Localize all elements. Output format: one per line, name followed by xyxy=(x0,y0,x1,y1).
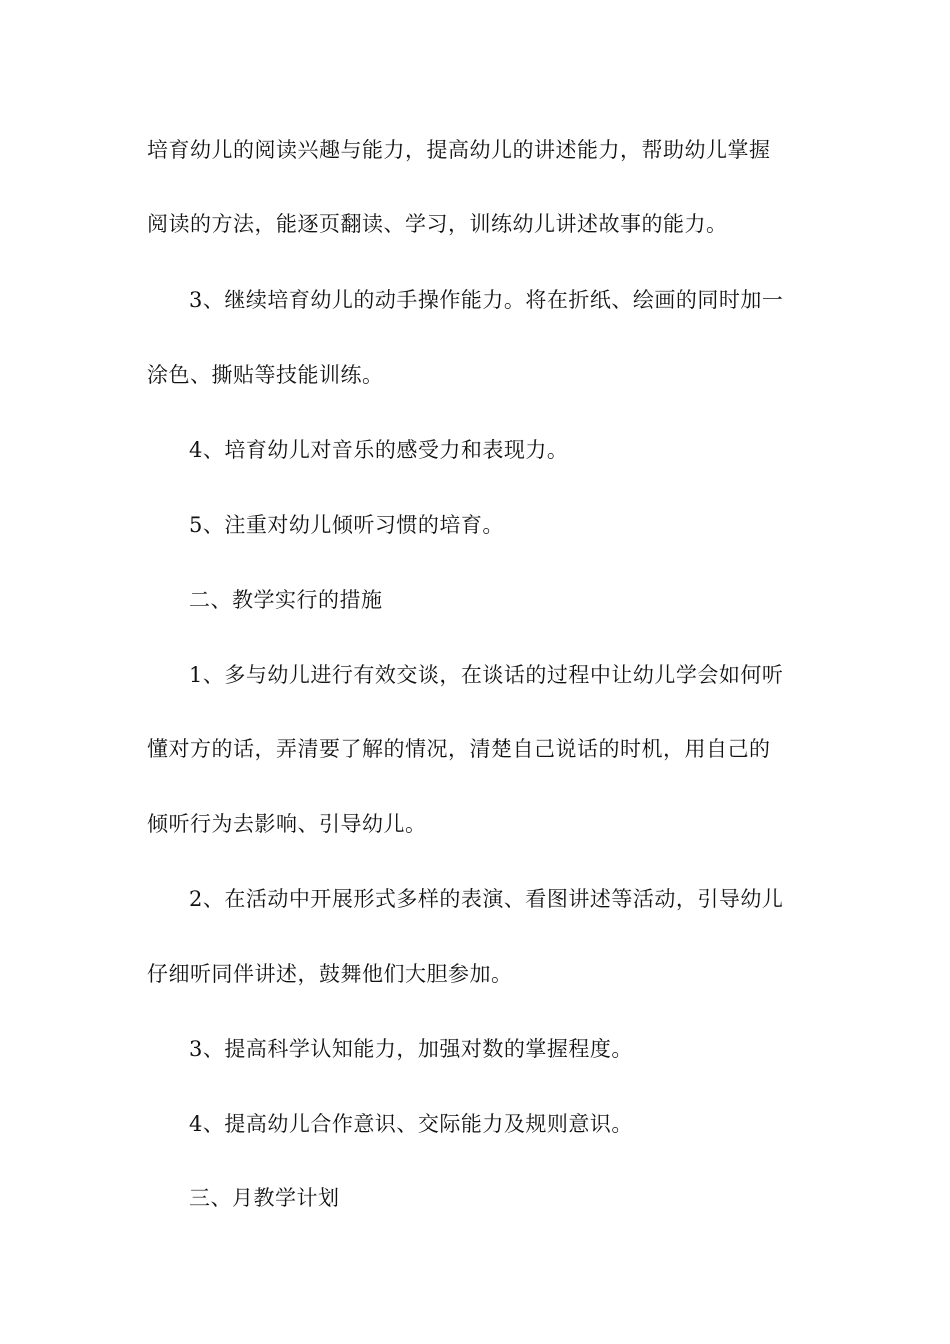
paragraph-line: 3、继续培育幼儿的动手操作能力。将在折纸、绘画的同时加一 xyxy=(189,288,784,312)
paragraph-line: 倾听行为去影响、引导幼儿。 xyxy=(147,812,427,836)
paragraph-line: 1、多与幼儿进行有效交谈，在谈话的过程中让幼儿学会如何听 xyxy=(189,663,784,687)
paragraph-line: 5、注重对幼儿倾听习惯的培育。 xyxy=(189,513,504,537)
paragraph-line: 仔细听同伴讲述，鼓舞他们大胆参加。 xyxy=(147,962,513,986)
paragraph-line: 涂色、撕贴等技能训练。 xyxy=(147,363,384,387)
paragraph-line: 懂对方的话，弄清要了解的情况，清楚自己说话的时机，用自己的 xyxy=(147,737,771,761)
section-heading: 三、月教学计划 xyxy=(189,1186,340,1210)
paragraph-line: 4、培育幼儿对音乐的感受力和表现力。 xyxy=(189,438,569,462)
paragraph-line: 培育幼儿的阅读兴趣与能力，提高幼儿的讲述能力，帮助幼儿掌握 xyxy=(147,138,771,162)
paragraph-line: 阅读的方法，能逐页翻读、学习，训练幼儿讲述故事的能力。 xyxy=(147,212,728,236)
paragraph-line: 3、提高科学认知能力，加强对数的掌握程度。 xyxy=(189,1037,633,1061)
paragraph-line: 4、提高幼儿合作意识、交际能力及规则意识。 xyxy=(189,1112,633,1136)
section-heading: 二、教学实行的措施 xyxy=(189,588,383,612)
paragraph-line: 2、在活动中开展形式多样的表演、看图讲述等活动，引导幼儿 xyxy=(189,887,784,911)
